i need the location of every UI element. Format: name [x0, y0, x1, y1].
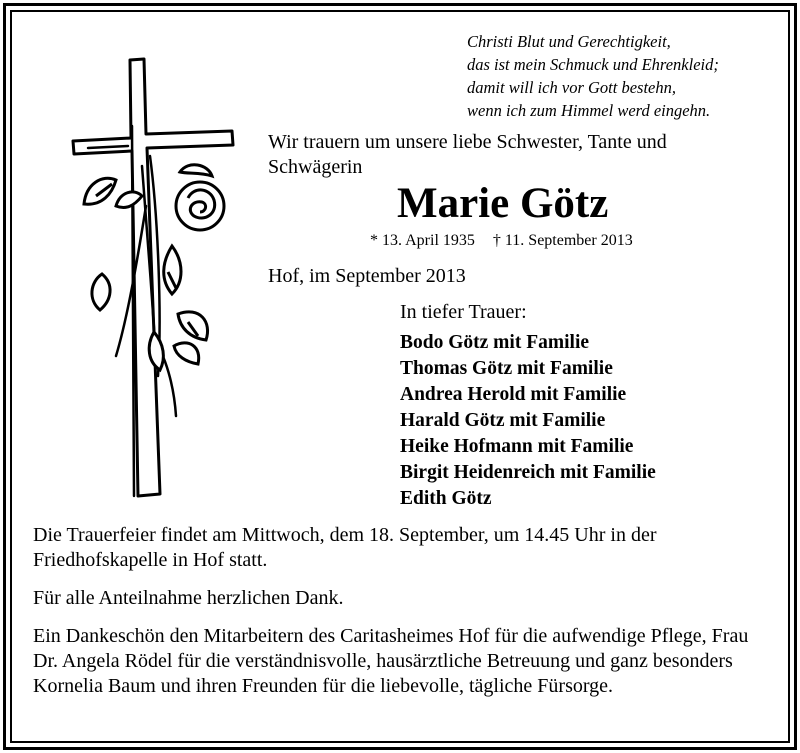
mourner: Heike Hofmann mit Familie: [400, 436, 634, 457]
verse-line: damit will ich vor Gott bestehn,: [467, 78, 676, 97]
mourning-label: In tiefer Trauer:: [400, 301, 527, 323]
mourner: Birgit Heidenreich mit Familie: [400, 462, 656, 483]
verse-line: Christi Blut und Gerechtigkeit,: [467, 32, 671, 51]
verse-line: das ist mein Schmuck und Ehrenkleid;: [467, 55, 719, 74]
mourners-list: [400, 330, 656, 512]
place-and-date: Hof, im September 2013: [268, 265, 466, 287]
mourner: Bodo Götz mit Familie: [400, 332, 590, 353]
intro-text: Wir trauern um unsere liebe Schwester, Tante und Schwägerin: [268, 131, 667, 178]
mourner: Harald Götz mit Familie: [400, 410, 606, 431]
birth-date: * 13. April 1935: [370, 232, 475, 249]
life-dates: [370, 232, 633, 250]
death-date: † 11. September 2013: [492, 232, 633, 249]
mourner: Edith Götz: [400, 488, 492, 509]
mourner: Thomas Götz mit Familie: [400, 358, 613, 379]
funeral-notice: Die Trauerfeier findet am Mittwoch, dem 18. September, um 14.45 Uhr in der Friedhofskapelle in Hof statt.: [33, 524, 657, 571]
cross-with-roses-icon: [68, 56, 238, 502]
deceased-name: Marie Götz: [397, 180, 609, 227]
gratitude-text: Ein Dankeschön den Mitarbeitern des Caritasheimes Hof für die aufwendige Pflege, Frau Dr. Angela Rödel für die verständnisvolle, hausärztliche Betreuung und ganz besonders Kornelia Baum und ihren Freunden für die liebevolle, tägliche Fürsorge.: [33, 625, 749, 697]
thanks-text: Für alle Anteilnahme herzlichen Dank.: [33, 587, 344, 609]
mourner: Andrea Herold mit Familie: [400, 384, 627, 405]
verse-line: wenn ich zum Himmel werd eingehn.: [467, 101, 711, 120]
bible-verse: [467, 30, 777, 122]
